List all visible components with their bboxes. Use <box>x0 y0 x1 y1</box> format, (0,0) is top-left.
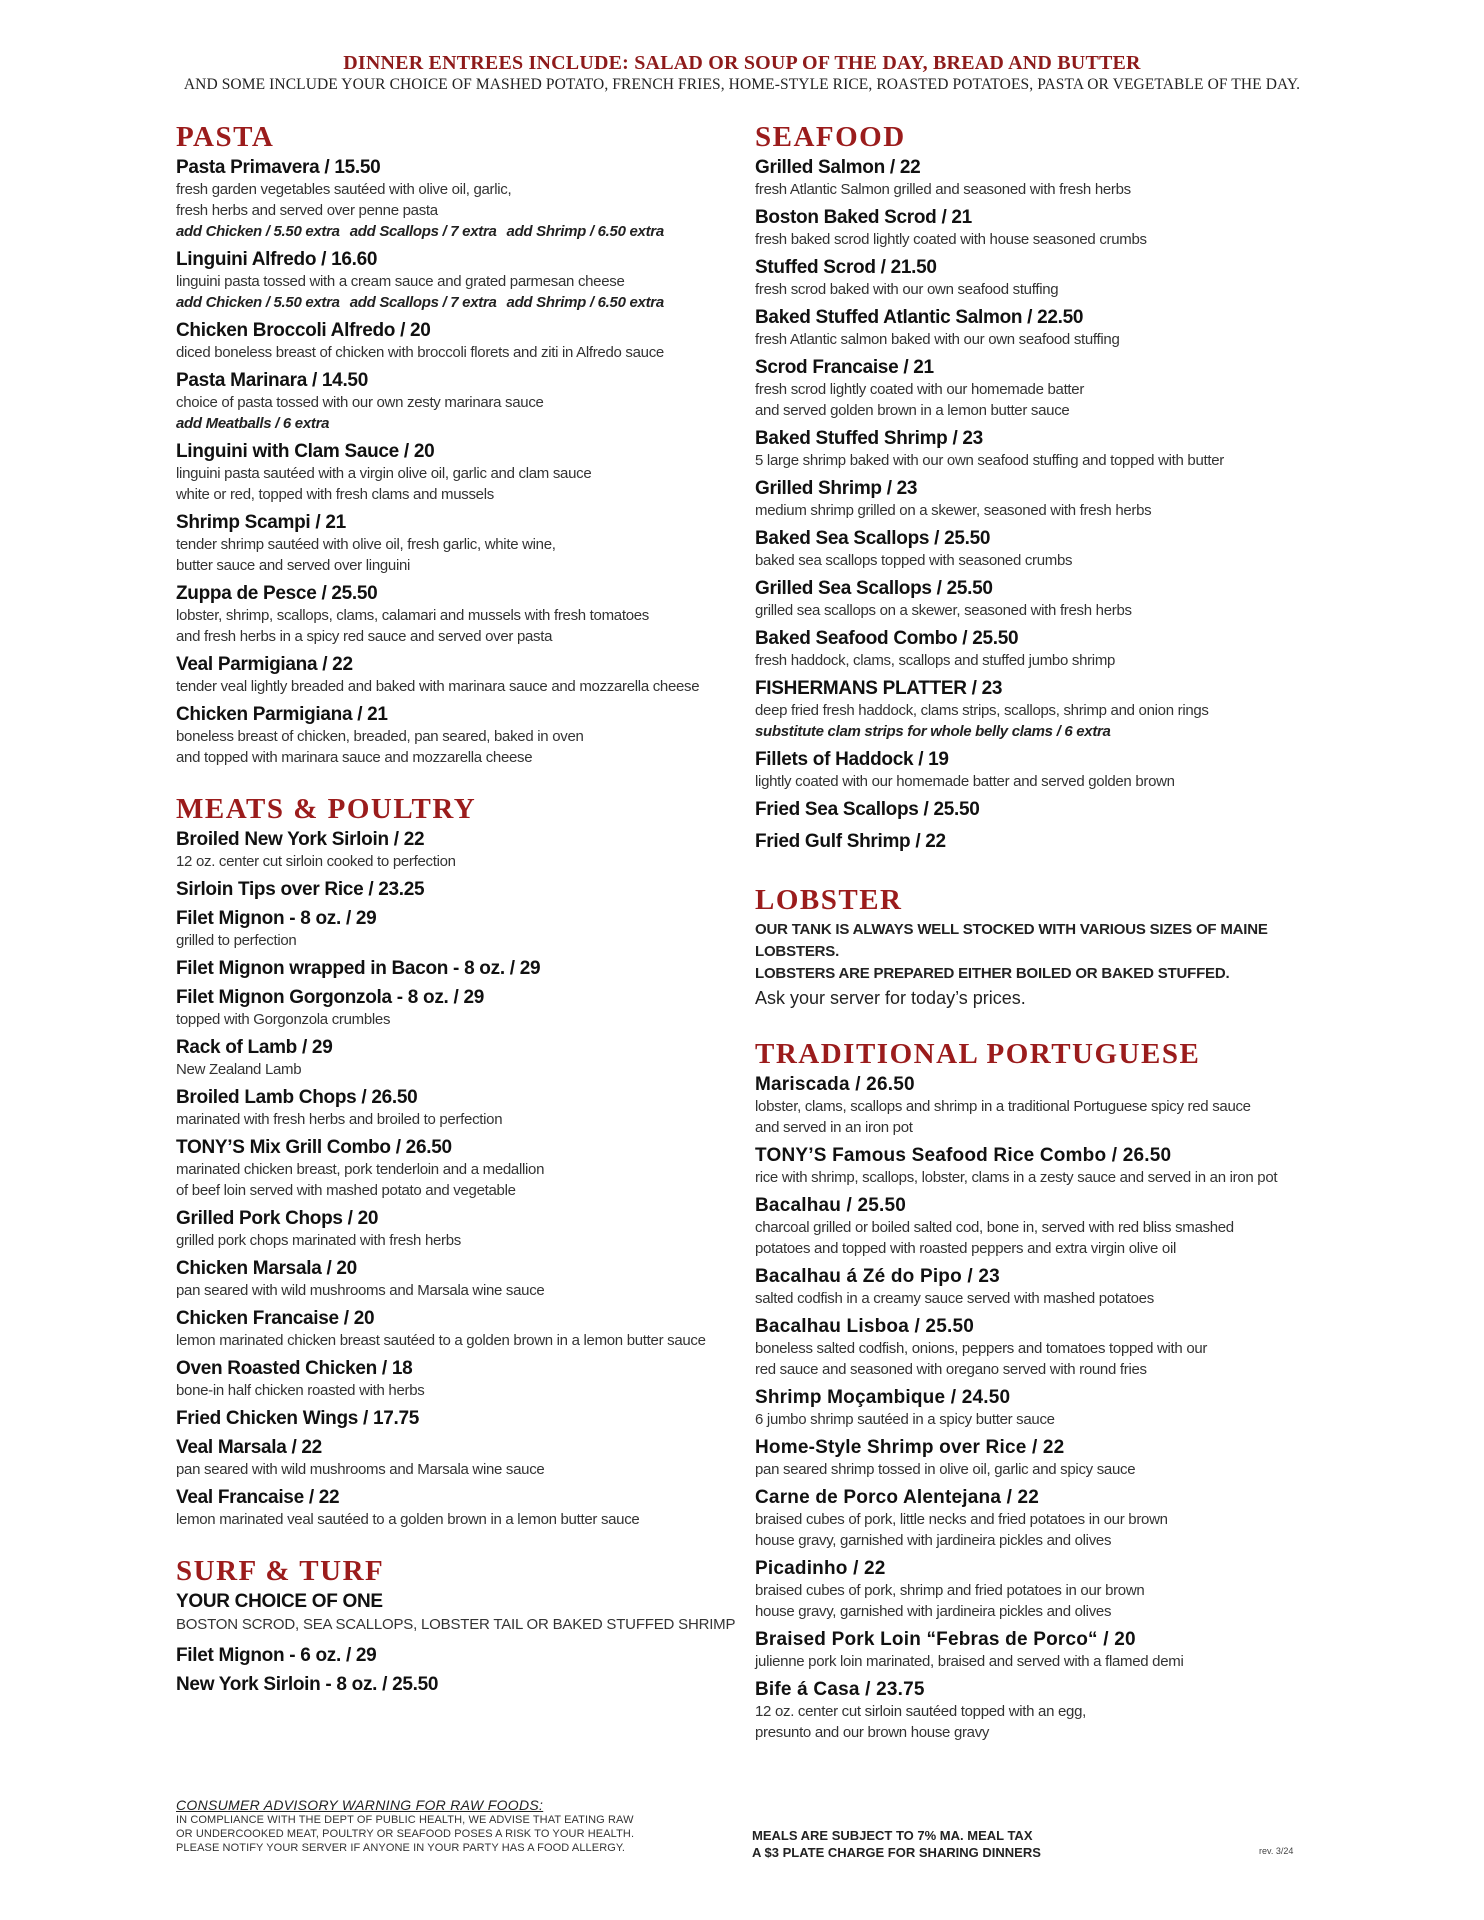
item-desc: butter sauce and served over linguini <box>176 557 411 574</box>
section-title-seafood: SEAFOOD <box>755 121 906 153</box>
menu-item <box>176 319 746 363</box>
menu-item <box>755 477 1355 521</box>
item-desc: potatoes and topped with roasted peppers and extra virgin olive oil <box>755 1240 1177 1257</box>
section-seafood <box>755 120 1355 853</box>
item-name: Veal Parmigiana / 22 <box>176 654 353 675</box>
menu-item <box>176 1357 746 1401</box>
item-desc: diced boneless breast of chicken with broccoli florets and ziti in Alfredo sauce <box>176 344 664 361</box>
menu-item <box>755 627 1355 671</box>
item-desc: choice of pasta tossed with our own zesty marinara sauce <box>176 394 544 411</box>
item-desc: 6 jumbo shrimp sautéed in a spicy butter sauce <box>755 1411 1055 1428</box>
item-name: Filet Mignon - 6 oz. / 29 <box>176 1645 377 1666</box>
section-title-portuguese: TRADITIONAL PORTUGUESE <box>755 1038 1201 1070</box>
item-name: Filet Mignon Gorgonzola - 8 oz. / 29 <box>176 987 484 1008</box>
menu-item <box>755 798 1355 821</box>
item-name: Grilled Shrimp / 23 <box>755 478 918 499</box>
item-desc: of beef loin served with mashed potato and vegetable <box>176 1182 516 1199</box>
menu-header <box>0 52 1484 94</box>
section-portuguese <box>755 1037 1355 1743</box>
item-name: TONY’S Famous Seafood Rice Combo / 26.50 <box>755 1145 1172 1166</box>
menu-item <box>755 156 1355 200</box>
item-name: Fried Sea Scallops / 25.50 <box>755 799 980 820</box>
item-desc: bone-in half chicken roasted with herbs <box>176 1382 425 1399</box>
item-desc: baked sea scallops topped with seasoned crumbs <box>755 552 1073 569</box>
item-name: Zuppa de Pesce / 25.50 <box>176 583 378 604</box>
menu-item <box>176 369 746 434</box>
lobster-prices: Ask your server for today’s prices. <box>755 988 1026 1008</box>
item-name: Baked Sea Scallops / 25.50 <box>755 528 991 549</box>
item-name: Broiled New York Sirloin / 22 <box>176 829 425 850</box>
menu-item <box>176 1036 746 1080</box>
item-name: Fillets of Haddock / 19 <box>755 749 949 770</box>
item-desc: and topped with marinara sauce and mozzarella cheese <box>176 749 533 766</box>
item-desc: linguini pasta sautéed with a virgin olive oil, garlic and clam sauce <box>176 465 592 482</box>
menu-item <box>176 1257 746 1301</box>
revision-label: rev. 3/24 <box>1259 1846 1294 1856</box>
item-name: Carne de Porco Alentejana / 22 <box>755 1487 1040 1508</box>
item-desc: boneless salted codfish, onions, peppers and tomatoes topped with our <box>755 1340 1208 1357</box>
item-name: Mariscada / 26.50 <box>755 1074 915 1095</box>
section-pasta <box>176 120 746 768</box>
item-desc: fresh Atlantic Salmon grilled and seasoned with fresh herbs <box>755 181 1131 198</box>
item-desc: pan seared with wild mushrooms and Marsala wine sauce <box>176 1282 545 1299</box>
item-name: Braised Pork Loin “Febras de Porco“ / 20 <box>755 1629 1136 1650</box>
item-desc: linguini pasta tossed with a cream sauce and grated parmesan cheese <box>176 273 625 290</box>
item-desc: marinated chicken breast, pork tenderloin and a medallion <box>176 1161 545 1178</box>
menu-item <box>755 1144 1355 1188</box>
item-desc: deep fried fresh haddock, clams strips, scallops, shrimp and onion rings <box>755 702 1209 719</box>
menu-item <box>176 828 746 872</box>
item-name: New York Sirloin - 8 oz. / 25.50 <box>176 1674 439 1695</box>
item-name: Bacalhau á Zé do Pipo / 23 <box>755 1266 1000 1287</box>
addon: add Shrimp / 6.50 extra <box>506 223 664 240</box>
addon: add Chicken / 5.50 extra <box>176 294 340 311</box>
item-name: Fried Chicken Wings / 17.75 <box>176 1408 420 1429</box>
section-title-pasta: PASTA <box>176 121 275 153</box>
item-desc: fresh scrod baked with our own seafood stuffing <box>755 281 1059 298</box>
right-column <box>755 120 1355 1749</box>
menu-item <box>755 527 1355 571</box>
item-desc: lemon marinated chicken breast sautéed to a golden brown in a lemon butter sauce <box>176 1332 706 1349</box>
section-lobster <box>755 883 1355 1011</box>
menu-item <box>755 206 1355 250</box>
item-name: Scrod Francaise / 21 <box>755 357 934 378</box>
item-desc: 12 oz. center cut sirloin sautéed topped with an egg, <box>755 1703 1086 1720</box>
item-name: Chicken Parmigiana / 21 <box>176 704 388 725</box>
menu-item <box>755 1486 1355 1551</box>
item-desc: braised cubes of pork, little necks and fried potatoes in our brown <box>755 1511 1168 1528</box>
menu-item <box>176 1644 746 1667</box>
menu-item <box>176 907 746 951</box>
item-name: Boston Baked Scrod / 21 <box>755 207 972 228</box>
item-desc: fresh scrod lightly coated with our homemade batter <box>755 381 1085 398</box>
menu-item <box>755 577 1355 621</box>
menu-item <box>755 1265 1355 1309</box>
item-desc: fresh baked scrod lightly coated with house seasoned crumbs <box>755 231 1147 248</box>
surf-choice: YOUR CHOICE OF ONE <box>176 1591 383 1612</box>
menu-item <box>755 1436 1355 1480</box>
menu-item <box>176 1086 746 1130</box>
item-addons <box>176 292 746 313</box>
item-desc: 12 oz. center cut sirloin cooked to perfection <box>176 853 456 870</box>
menu-item <box>176 440 746 505</box>
item-addon: add Meatballs / 6 extra <box>176 415 330 432</box>
advisory-line: OR UNDERCOOKED MEAT, POULTRY OR SEAFOOD POSES A RISK TO YOUR HEALTH. <box>176 1828 635 1840</box>
item-desc: pan seared with wild mushrooms and Marsala wine sauce <box>176 1461 545 1478</box>
menu-item <box>755 256 1355 300</box>
tax-notice <box>752 1827 1041 1861</box>
item-desc: marinated with fresh herbs and broiled to perfection <box>176 1111 503 1128</box>
item-name: FISHERMANS PLATTER / 23 <box>755 678 1003 699</box>
menu-item <box>755 1678 1355 1743</box>
item-name: Grilled Salmon / 22 <box>755 157 921 178</box>
addon: add Scallops / 7 extra <box>349 294 497 311</box>
menu-item <box>176 878 746 901</box>
menu-item <box>176 1207 746 1251</box>
item-desc: white or red, topped with fresh clams and mussels <box>176 486 494 503</box>
tax-line: MEALS ARE SUBJECT TO 7% MA. MEAL TAX <box>752 1828 1033 1843</box>
item-name: Veal Marsala / 22 <box>176 1437 322 1458</box>
menu-item <box>176 511 746 576</box>
plate-charge-line: A $3 PLATE CHARGE FOR SHARING DINNERS <box>752 1845 1041 1860</box>
item-name: Linguini Alfredo / 16.60 <box>176 249 378 270</box>
item-name: Filet Mignon wrapped in Bacon - 8 oz. / 29 <box>176 958 541 979</box>
menu-item <box>176 1307 746 1351</box>
menu-item <box>176 1486 746 1530</box>
item-desc: lobster, shrimp, scallops, clams, calamari and mussels with fresh tomatoes <box>176 607 649 624</box>
item-name: Sirloin Tips over Rice / 23.25 <box>176 879 425 900</box>
item-desc: New Zealand Lamb <box>176 1061 302 1078</box>
item-name: Veal Francaise / 22 <box>176 1487 340 1508</box>
item-name: Stuffed Scrod / 21.50 <box>755 257 937 278</box>
surf-options: BOSTON SCROD, SEA SCALLOPS, LOBSTER TAIL OR BAKED STUFFED SHRIMP <box>176 1616 736 1633</box>
item-addon: substitute clam strips for whole belly clams / 6 extra <box>755 723 1111 740</box>
addon: add Scallops / 7 extra <box>349 223 497 240</box>
item-desc: red sauce and seasoned with oregano served with round fries <box>755 1361 1147 1378</box>
item-name: Baked Stuffed Atlantic Salmon / 22.50 <box>755 307 1084 328</box>
item-name: TONY’S Mix Grill Combo / 26.50 <box>176 1137 452 1158</box>
advisory-line: IN COMPLIANCE WITH THE DEPT OF PUBLIC HEALTH, WE ADVISE THAT EATING RAW <box>176 1814 634 1826</box>
item-name: Oven Roasted Chicken / 18 <box>176 1358 413 1379</box>
item-name: Chicken Broccoli Alfredo / 20 <box>176 320 431 341</box>
item-desc: fresh haddock, clams, scallops and stuffed jumbo shrimp <box>755 652 1116 669</box>
section-title-meats: MEATS & POULTRY <box>176 793 477 825</box>
menu-item <box>176 653 746 697</box>
item-desc: grilled sea scallops on a skewer, seasoned with fresh herbs <box>755 602 1132 619</box>
item-desc: pan seared shrimp tossed in olive oil, garlic and spicy sauce <box>755 1461 1136 1478</box>
item-desc: lemon marinated veal sautéed to a golden brown in a lemon butter sauce <box>176 1511 640 1528</box>
item-name: Fried Gulf Shrimp / 22 <box>755 831 946 852</box>
item-desc: and fresh herbs in a spicy red sauce and served over pasta <box>176 628 553 645</box>
item-desc: lightly coated with our homemade batter and served golden brown <box>755 773 1175 790</box>
menu-item <box>176 1673 746 1696</box>
item-name: Baked Stuffed Shrimp / 23 <box>755 428 983 449</box>
menu-item <box>755 677 1355 742</box>
menu-item <box>755 427 1355 471</box>
item-desc: house gravy, garnished with jardineira pickles and olives <box>755 1603 1112 1620</box>
item-desc: charcoal grilled or boiled salted cod, bone in, served with red bliss smashed <box>755 1219 1234 1236</box>
header-includes-line: DINNER ENTREES INCLUDE: SALAD OR SOUP OF THE DAY, BREAD AND BUTTER <box>343 52 1141 74</box>
item-desc: boneless breast of chicken, breaded, pan seared, baked in oven <box>176 728 584 745</box>
item-name: Broiled Lamb Chops / 26.50 <box>176 1087 418 1108</box>
item-name: Shrimp Scampi / 21 <box>176 512 346 533</box>
item-desc: fresh garden vegetables sautéed with olive oil, garlic, <box>176 181 512 198</box>
menu-item <box>176 248 746 313</box>
section-title-surf-turf: SURF & TURF <box>176 1555 385 1587</box>
item-name: Home-Style Shrimp over Rice / 22 <box>755 1437 1065 1458</box>
menu-item <box>755 1557 1355 1622</box>
item-desc: lobster, clams, scallops and shrimp in a traditional Portuguese spicy red sauce <box>755 1098 1251 1115</box>
advisory-line: PLEASE NOTIFY YOUR SERVER IF ANYONE IN YOUR PARTY HAS A FOOD ALLERGY. <box>176 1842 626 1854</box>
consumer-advisory <box>176 1797 736 1855</box>
menu-item <box>176 582 746 647</box>
lobster-line: LOBSTERS ARE PREPARED EITHER BOILED OR BAKED STUFFED. <box>755 965 1230 982</box>
item-desc: 5 large shrimp baked with our own seafood stuffing and topped with butter <box>755 452 1224 469</box>
advisory-title: CONSUMER ADVISORY WARNING FOR RAW FOODS: <box>176 1797 544 1813</box>
lobster-line: OUR TANK IS ALWAYS WELL STOCKED WITH VARIOUS SIZES OF MAINE LOBSTERS. <box>755 921 1268 960</box>
menu-item <box>755 1315 1355 1380</box>
item-desc: presunto and our brown house gravy <box>755 1724 990 1741</box>
item-desc: fresh Atlantic salmon baked with our own seafood stuffing <box>755 331 1120 348</box>
item-name: Bife á Casa / 23.75 <box>755 1679 925 1700</box>
item-addons <box>176 221 746 242</box>
left-column <box>176 120 746 1702</box>
menu-item <box>755 1073 1355 1138</box>
header-choice-line: AND SOME INCLUDE YOUR CHOICE OF MASHED POTATO, FRENCH FRIES, HOME-STYLE RICE, ROASTED POTATOES, PASTA OR VEGETABLE OF THE DAY. <box>183 76 1301 93</box>
item-desc: medium shrimp grilled on a skewer, seasoned with fresh herbs <box>755 502 1152 519</box>
item-name: Grilled Sea Scallops / 25.50 <box>755 578 993 599</box>
item-name: Shrimp Moçambique / 24.50 <box>755 1387 1011 1408</box>
menu-item <box>176 957 746 980</box>
menu-item <box>755 748 1355 792</box>
menu-item <box>755 1386 1355 1430</box>
item-desc: grilled pork chops marinated with fresh herbs <box>176 1232 461 1249</box>
item-desc: and served in an iron pot <box>755 1119 913 1136</box>
item-name: Chicken Francaise / 20 <box>176 1308 375 1329</box>
item-desc: julienne pork loin marinated, braised and served with a flamed demi <box>755 1653 1184 1670</box>
menu-item <box>176 986 746 1030</box>
item-name: Linguini with Clam Sauce / 20 <box>176 441 435 462</box>
menu-item <box>176 1407 746 1430</box>
item-desc: rice with shrimp, scallops, lobster, clams in a zesty sauce and served in an iron pot <box>755 1169 1278 1186</box>
menu-item <box>755 830 1355 853</box>
menu-item <box>176 156 746 242</box>
addon: add Chicken / 5.50 extra <box>176 223 340 240</box>
item-name: Grilled Pork Chops / 20 <box>176 1208 379 1229</box>
item-desc: fresh herbs and served over penne pasta <box>176 202 438 219</box>
section-title-lobster: LOBSTER <box>755 884 903 916</box>
menu-item <box>176 1436 746 1480</box>
menu-item <box>755 356 1355 421</box>
addon: add Shrimp / 6.50 extra <box>506 294 664 311</box>
item-desc: braised cubes of pork, shrimp and fried potatoes in our brown <box>755 1582 1145 1599</box>
menu-item <box>755 306 1355 350</box>
item-desc: topped with Gorgonzola crumbles <box>176 1011 391 1028</box>
menu-item <box>755 1194 1355 1259</box>
item-desc: salted codfish in a creamy sauce served with mashed potatoes <box>755 1290 1154 1307</box>
menu-item <box>176 1136 746 1201</box>
item-desc: grilled to perfection <box>176 932 297 949</box>
item-name: Filet Mignon - 8 oz. / 29 <box>176 908 377 929</box>
item-name: Chicken Marsala / 20 <box>176 1258 357 1279</box>
section-surf-turf <box>176 1554 746 1696</box>
section-meats <box>176 792 746 1530</box>
item-name: Pasta Primavera / 15.50 <box>176 157 381 178</box>
item-name: Baked Seafood Combo / 25.50 <box>755 628 1019 649</box>
item-name: Bacalhau / 25.50 <box>755 1195 907 1216</box>
item-desc: and served golden brown in a lemon butter sauce <box>755 402 1070 419</box>
item-desc: tender veal lightly breaded and baked with marinara sauce and mozzarella cheese <box>176 678 700 695</box>
menu-item <box>176 703 746 768</box>
item-desc: house gravy, garnished with jardineira pickles and olives <box>755 1532 1112 1549</box>
item-name: Picadinho / 22 <box>755 1558 886 1579</box>
item-name: Rack of Lamb / 29 <box>176 1037 333 1058</box>
item-name: Bacalhau Lisboa / 25.50 <box>755 1316 974 1337</box>
item-name: Pasta Marinara / 14.50 <box>176 370 368 391</box>
item-desc: tender shrimp sautéed with olive oil, fresh garlic, white wine, <box>176 536 556 553</box>
menu-item <box>755 1628 1355 1672</box>
